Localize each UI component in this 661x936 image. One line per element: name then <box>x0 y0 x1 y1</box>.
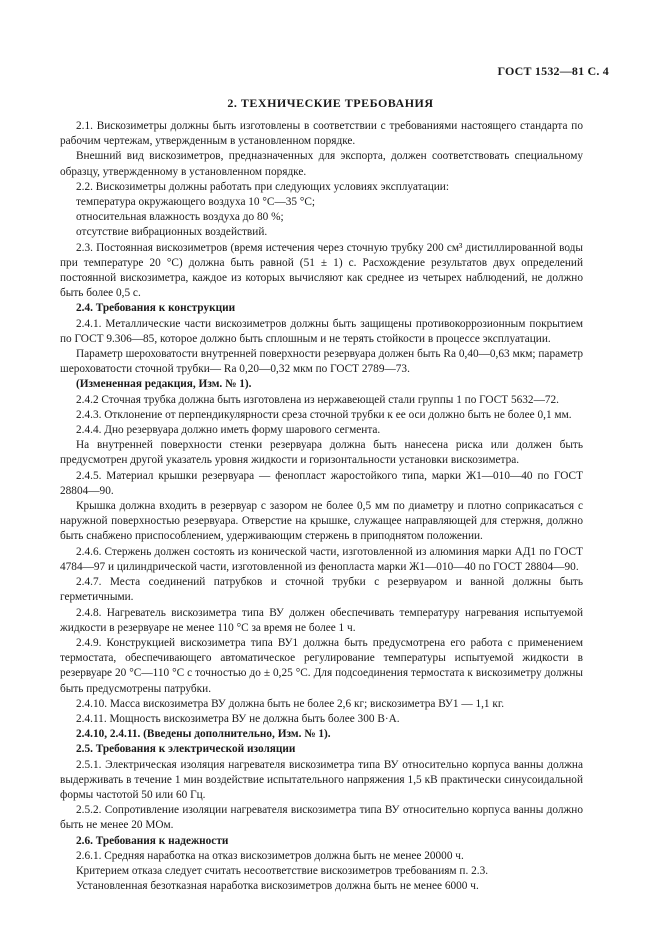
paragraph: 2.2. Вискозиметры должны работать при следующих условиях эксплуатации: <box>76 180 449 193</box>
paragraph: температура окружающего воздуха 10 °С—35 °С; <box>76 196 316 209</box>
paragraph: Критерием отказа следует считать несоответствие вискозиметров требованиям п. 2.3. <box>76 864 489 877</box>
paragraph: 2.4.2 Сточная трубка должна быть изготовлена из нержавеющей стали группы 1 по ГОСТ 5632—72. <box>76 393 559 406</box>
section-heading: 2.6. Требования к надежности <box>76 834 229 847</box>
paragraph: 2.4.11. Мощность вискозиметра ВУ не должна быть более 300 В·А. <box>76 712 400 725</box>
paragraph: Внешний вид вискозиметров, предназначенных для экспорта, должен соответствовать специальному образцу, утвержденному в установленном порядке. <box>60 150 583 178</box>
paragraph: 2.4.7. Места соединений патрубков и сточной трубки с резервуаром и ванной должны быть герметичными. <box>60 576 583 604</box>
paragraph: 2.5.1. Электрическая изоляция нагревателя вискозиметра типа ВУ относительно корпуса ванны должна выдерживать в течение 1 мин воздействие испытательного напряжения 1,5 кВ практически синусоидальной формы частотой 50 или 60 Гц. <box>60 758 583 801</box>
paragraph: 2.4.5. Материал крышки резервуара — фенопласт жаростойкого типа, марки Ж1—010—40 по ГОСТ 28804—90. <box>60 469 583 497</box>
paragraph: 2.3. Постоянная вискозиметров (время истечения через сточную трубку 200 см³ дистиллированной воды при температуре 20 °С) должна быть равной (51 ± 1) с. Расхождение результатов двух определений постоянной вискозиметра, каждое из которых вычисляют как среднее из четырех наблюдений, не должно быть более 0,5 с. <box>60 241 583 300</box>
paragraph: 2.4.3. Отклонение от перпендикулярности среза сточной трубки к ее оси должно быть не более 0,1 мм. <box>76 408 572 421</box>
paragraph: На внутренней поверхности стенки резервуара должна быть нанесена риска или должен быть предусмотрен другой указатель уровня жидкости и горизонтальности установки вискозиметра. <box>60 439 583 467</box>
paragraph: 2.5.2. Сопротивление изоляции нагревателя вискозиметра типа ВУ относительно корпуса ванны должно быть не менее 20 МОм. <box>60 804 583 832</box>
paragraph: 2.4.8. Нагреватель вискозиметра типа ВУ должен обеспечивать температуру нагревания испытуемой жидкости в резервуаре не менее 110 °С за время не более 1 ч. <box>60 606 583 634</box>
section-heading: 2.4.10, 2.4.11. (Введены дополнительно, Изм. № 1). <box>76 728 331 741</box>
paragraph: 2.6.1. Средняя наработка на отказ вискозиметров должна быть не менее 20000 ч. <box>76 849 464 862</box>
paragraph: 2.4.4. Дно резервуара должно иметь форму шарового сегмента. <box>76 424 381 437</box>
section-heading: (Измененная редакция, Изм. № 1). <box>76 378 252 391</box>
page-header: ГОСТ 1532—81 С. 4 <box>497 64 609 78</box>
paragraph: 2.1. Вискозиметры должны быть изготовлены в соответствии с требованиями настоящего стандарта по рабочим чертежам, утвержденным в установленном порядке. <box>60 120 583 148</box>
paragraph: 2.4.1. Металлические части вискозиметров должны быть защищены противокоррозионным покрытием по ГОСТ 9.306—85, которое должно быть сплошным и не терять стойкости в процессе эксплуатации. <box>60 317 583 345</box>
paragraph: 2.4.6. Стержень должен состоять из конической части, изготовленной из алюминия марки АД1 по ГОСТ 4784—97 и цилиндрической части, изготовленной из фенопласта марки Ж1—010—40 по ГОСТ 28804—90. <box>60 545 583 573</box>
paragraph: отсутствие вибрационных воздействий. <box>76 226 268 239</box>
paragraph: 2.4.10. Масса вискозиметра ВУ должна быть не более 2,6 кг; вискозиметра ВУ1 — 1,1 кг. <box>76 697 505 710</box>
paragraph: 2.4.9. Конструкцией вискозиметра типа ВУ1 должна быть предусмотрена его работа с применением термостата, обеспечивающего автоматическое регулирование температуры испытуемой жидкости в резервуаре 20 °С—110 °С с точностью до ± 0,25 °С. Для подсоединения термостата к вискозиметру должны быть предусмотрены патрубки. <box>60 636 583 695</box>
document-body <box>60 119 583 894</box>
paragraph: Установленная безотказная наработка вискозиметров должна быть не менее 6000 ч. <box>76 880 479 893</box>
section-heading: 2.5. Требования к электрической изоляции <box>76 743 296 756</box>
paragraph: относительная влажность воздуха до 80 %; <box>76 211 284 224</box>
section-heading: 2.4. Требования к конструкции <box>76 302 236 315</box>
section-title: 2. ТЕХНИЧЕСКИЕ ТРЕБОВАНИЯ <box>227 96 434 110</box>
paragraph: Параметр шероховатости внутренней поверхности резервуара должен быть Ra 0,40—0,63 мкм; параметр шероховатости сточной трубки— Ra 0,20—0,32 мкм по ГОСТ 2789—73. <box>60 348 583 376</box>
paragraph: Крышка должна входить в резервуар с зазором не более 0,5 мм по диаметру и плотно соприкасаться с наружной поверхностью резервуара. Отверстие на крышке, служащее направляющей для стержня, должно быть снабжено приспособлением, удерживающим стержень в приподнятом положении. <box>60 500 583 543</box>
